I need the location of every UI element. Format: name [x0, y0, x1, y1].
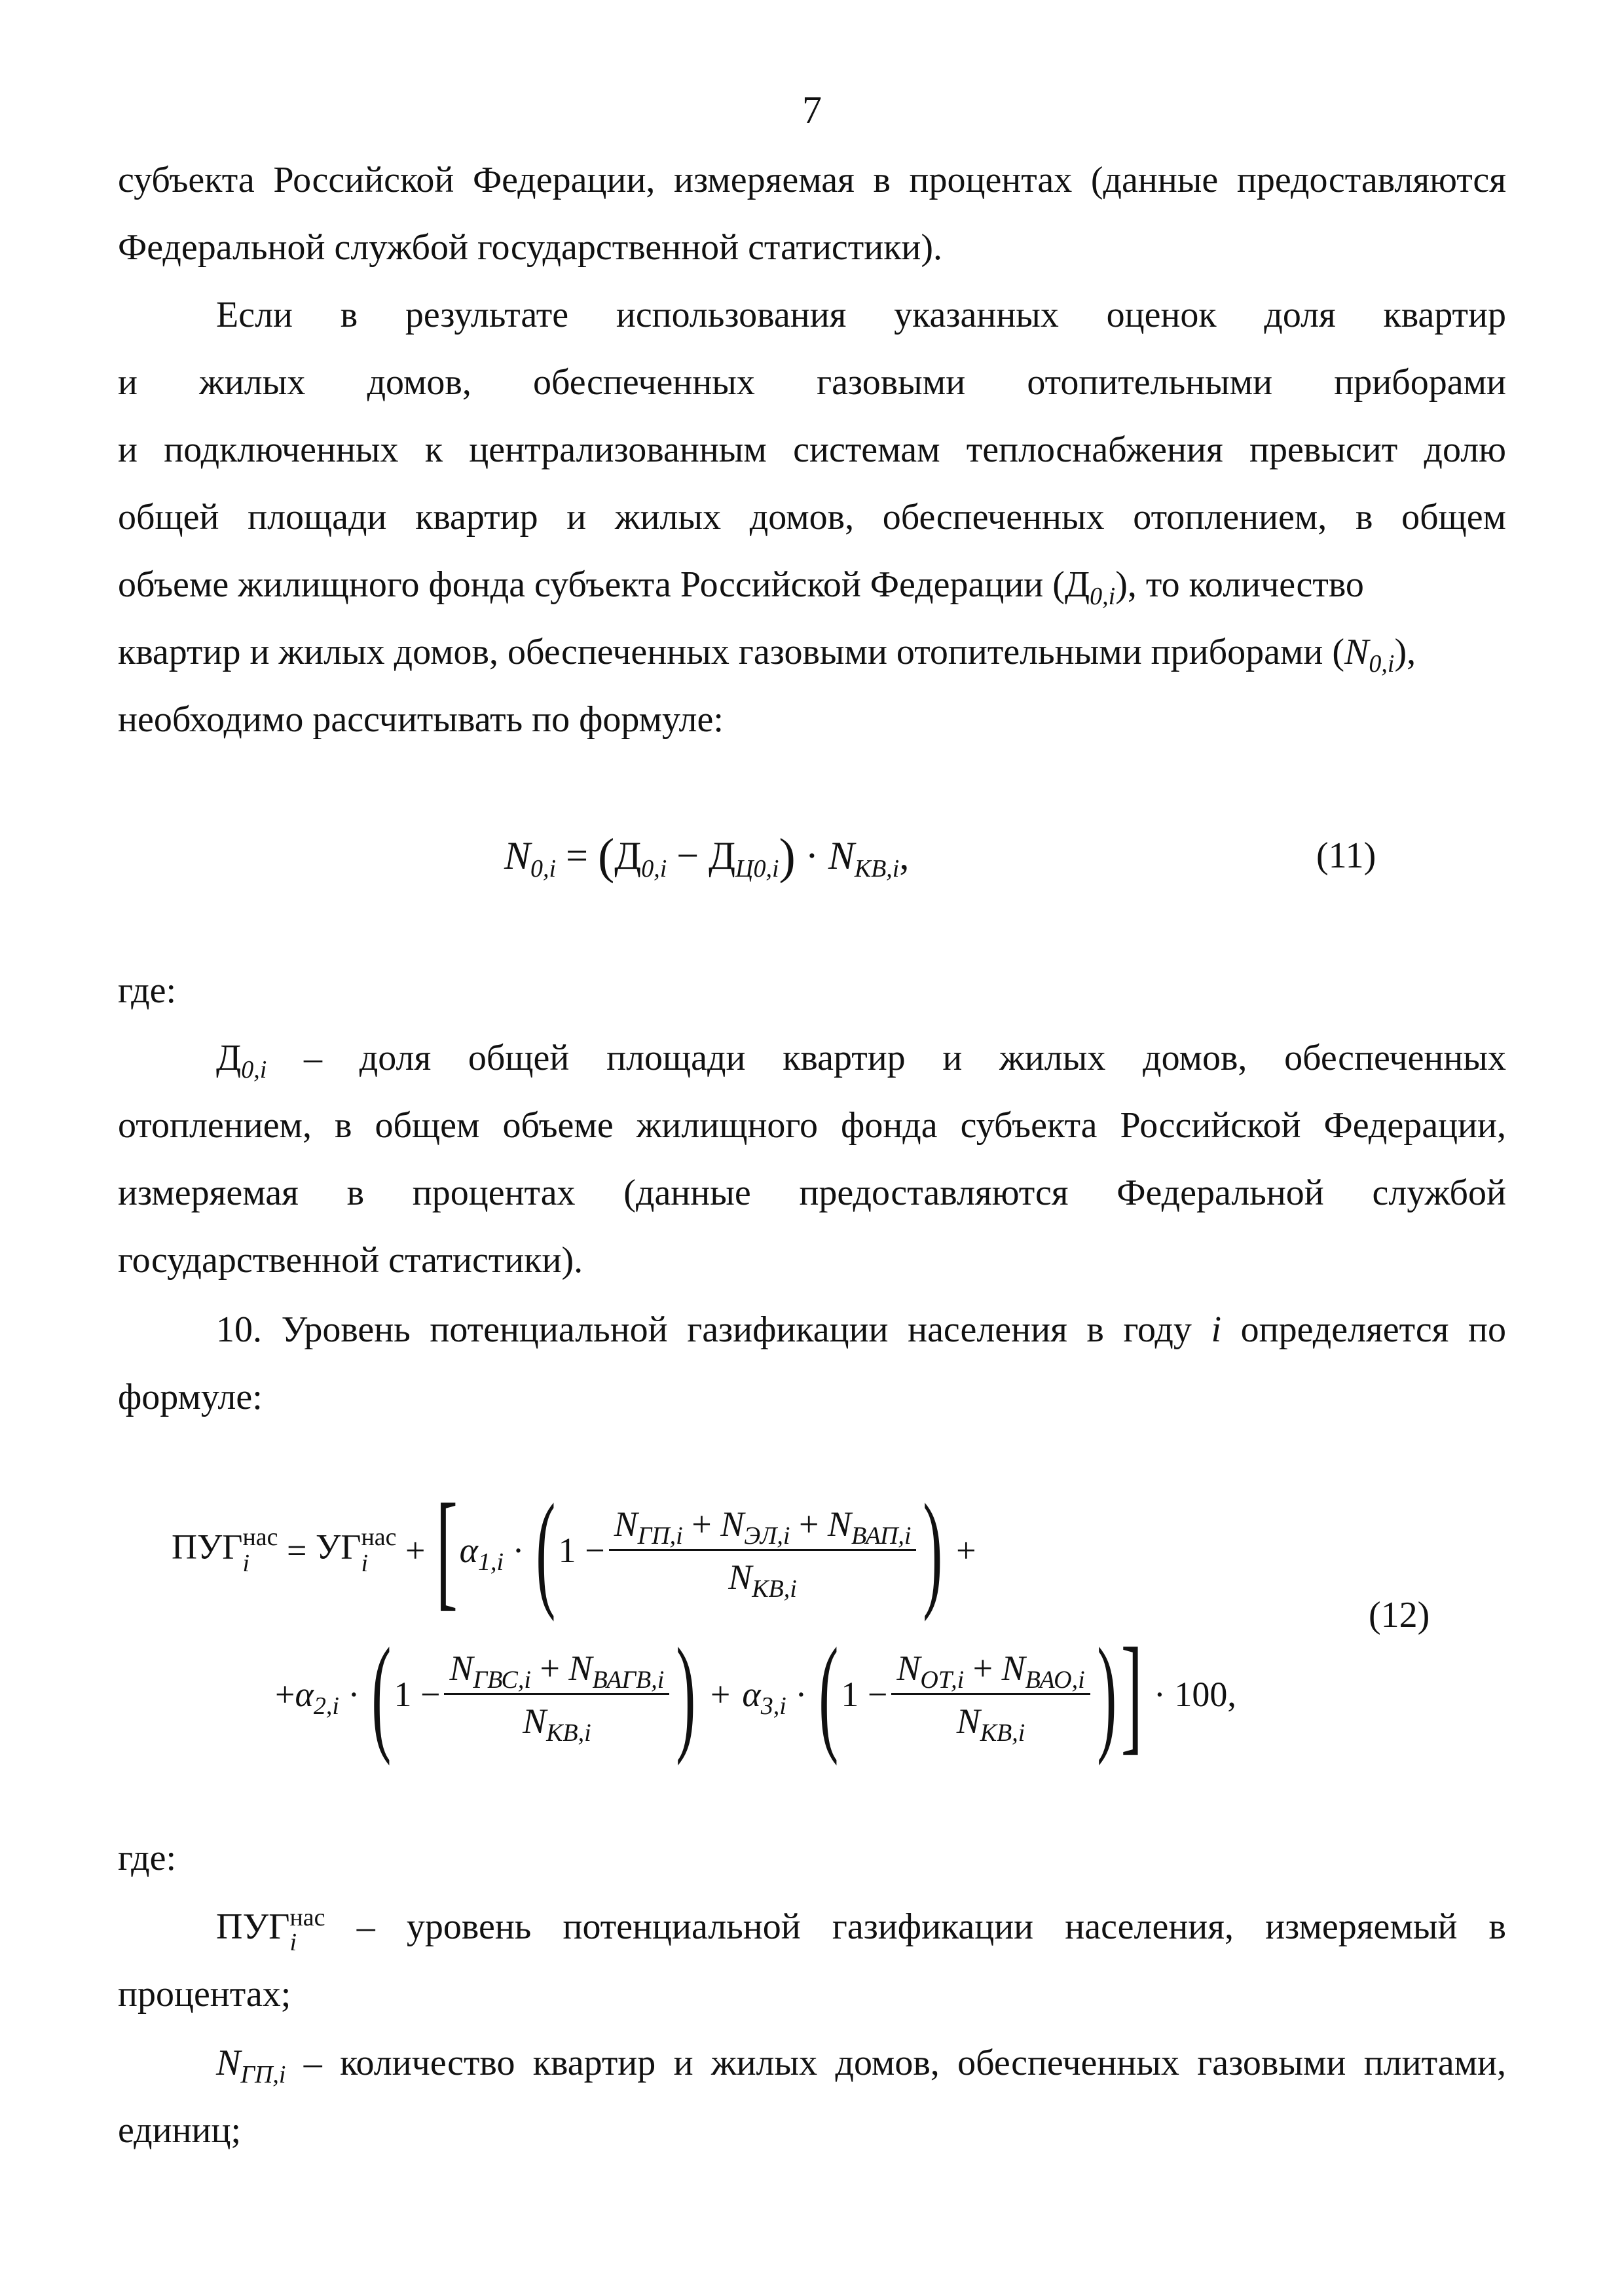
- def-d0-text-1: – доля общей площади квартир и жилых домов, обеспеченных: [267, 1038, 1506, 1078]
- para-if-line-4: общей площади квартир и жилых домов, обеспеченных отоплением, в общем: [118, 497, 1506, 538]
- symbol-d0: Д: [1064, 564, 1090, 605]
- f12-n-vao-sub: ВАО,i: [1025, 1666, 1085, 1694]
- para-if-line-7: необходимо рассчитывать по формуле:: [118, 699, 724, 740]
- f12-alpha2-sub: 2,i: [313, 1692, 339, 1720]
- def-pug-symbol: ПУГ: [216, 1906, 290, 1947]
- f12-pug-text: ПУГ: [172, 1527, 243, 1567]
- def-d0-line-1: [216, 1025, 1506, 1092]
- equation-number-12: (12): [1369, 1595, 1430, 1635]
- f12-dot-2: ·: [339, 1675, 369, 1714]
- f12-n-kv-1-sub: КВ,i: [752, 1575, 797, 1603]
- symbol-n0: N: [1344, 632, 1369, 672]
- formula-11: [504, 826, 909, 886]
- f12-close-paren-3: ): [1097, 1622, 1116, 1766]
- f12-ug-scripts: [361, 1524, 396, 1576]
- f12-fraction-2-den: [444, 1695, 669, 1747]
- f12-ug-text: УГ: [316, 1527, 361, 1567]
- def-pug-line-1: [216, 1893, 1506, 1961]
- item10-text-a: 10. Уровень потенциальной газификации населения в году: [216, 1309, 1211, 1350]
- f12-fraction-2: [444, 1647, 669, 1747]
- intro-line-1: субъекта Российской Федерации, измеряемая в процентах (данные предоставляются: [118, 160, 1506, 200]
- f12-open-paren-1: (: [536, 1478, 556, 1622]
- f12-ug-sub: i: [361, 1550, 369, 1577]
- f12-fraction-1-num: [609, 1503, 917, 1551]
- f12-dot-1: ·: [504, 1531, 534, 1570]
- f12-alpha1-sym: α: [459, 1531, 478, 1570]
- where-label-2: где:: [118, 1838, 177, 1878]
- f12-dot-3: ·: [786, 1675, 816, 1714]
- f12-n-kv-2: N: [523, 1701, 547, 1741]
- f12-ug-sup: нас: [361, 1523, 397, 1551]
- f11-nkv: N: [828, 834, 855, 877]
- f12-one-minus-1: 1 −: [558, 1531, 605, 1570]
- f12-n-ot-sub: ОТ,i: [920, 1666, 965, 1694]
- f12-fraction-1: [609, 1503, 917, 1603]
- f12-n-ot: N: [896, 1648, 921, 1688]
- f11-open-paren: (: [597, 829, 615, 884]
- f11-d0: Д: [614, 834, 642, 877]
- f11-dot: ·: [795, 834, 828, 877]
- def-pug-sub: i: [289, 1929, 297, 1957]
- f12-alpha3-sym: α: [742, 1675, 761, 1714]
- f12-fraction-2-num: [444, 1647, 669, 1695]
- f12-n-gp: N: [614, 1504, 638, 1544]
- f12-frac1-plus-2: +: [798, 1504, 819, 1544]
- def-d0-line-3: измеряемая в процентах (данные предоставляются Федеральной службой: [118, 1173, 1506, 1213]
- f12-pug-sup: нас: [242, 1523, 278, 1551]
- def-ngp-line-2: единиц;: [118, 2110, 242, 2151]
- item10-i: i: [1211, 1309, 1222, 1350]
- f12-n-el: N: [720, 1504, 745, 1544]
- f12-n-vagv: N: [568, 1648, 593, 1688]
- f12-open-bracket: [: [435, 1478, 458, 1622]
- f12-n-vagv-sub: ВАГВ,i: [592, 1666, 665, 1694]
- formula-12-row-2: [275, 1622, 1236, 1766]
- f12-frac3-plus: +: [972, 1648, 993, 1688]
- f11-n-sub: 0,i: [530, 855, 557, 883]
- f11-close-paren: ): [779, 829, 796, 884]
- f12-alpha3-sub: 3,i: [760, 1692, 786, 1720]
- f12-n-kv-2-sub: КВ,i: [546, 1719, 591, 1747]
- f12-pug-scripts: [242, 1524, 278, 1576]
- def-ngp-symbol: N: [216, 2043, 241, 2083]
- equation-number-11: (11): [1316, 835, 1376, 876]
- f12-fraction-3-num: [891, 1647, 1090, 1695]
- f11-n: N: [504, 834, 531, 877]
- f11-comma: ,: [899, 834, 910, 877]
- def-pug-line-2: процентах;: [118, 1974, 291, 2014]
- f12-pug: [172, 1524, 278, 1576]
- def-ngp-text-1: – количество квартир и жилых домов, обеспеченных газовыми плитами,: [286, 2043, 1506, 2083]
- f12-plus-1: +: [396, 1531, 434, 1570]
- def-pug-scripts: [289, 1905, 325, 1955]
- f11-eq: =: [556, 834, 598, 877]
- f12-ug: [316, 1524, 397, 1576]
- symbol-n0-sub: 0,i: [1369, 650, 1395, 678]
- f11-dc-sub: Ц0,i: [735, 855, 779, 883]
- f12-open-paren-2: (: [371, 1622, 392, 1766]
- f12-n-kv-3-sub: КВ,i: [980, 1719, 1025, 1747]
- def-ngp-line-1: [216, 2030, 1506, 2097]
- f12-eq: =: [278, 1531, 316, 1570]
- para-if-line-3: и подключенных к централизованным системам теплоснабжения превысит долю: [118, 429, 1506, 470]
- f12-alpha1: [459, 1530, 504, 1576]
- def-pug-text-1: – уровень потенциальной газификации населения, измеряемый в: [325, 1906, 1506, 1947]
- intro-line-2: Федеральной службой государственной статистики).: [118, 227, 943, 268]
- f12-fraction-1-den: [609, 1551, 917, 1603]
- f12-n-gp-sub: ГП,i: [637, 1522, 683, 1550]
- f12-plus-2: +: [956, 1531, 976, 1570]
- f11-dc: Д: [709, 834, 736, 877]
- def-ngp-symbol-sub: ГП,i: [240, 2061, 286, 2088]
- f11-minus: −: [667, 834, 709, 877]
- para-if-line-6-b: ),: [1394, 632, 1416, 672]
- f12-pug-sub: i: [242, 1550, 250, 1577]
- f12-one-minus-2: 1 −: [394, 1675, 441, 1714]
- f12-open-paren-3: (: [819, 1622, 839, 1766]
- f12-alpha3: [742, 1674, 786, 1720]
- f12-n-vap: N: [827, 1504, 851, 1544]
- def-pug-sup: нас: [289, 1904, 325, 1932]
- f12-plus-3: +: [275, 1675, 295, 1714]
- formula-12-row-1: [172, 1478, 976, 1622]
- f12-n-gvs: N: [449, 1648, 473, 1688]
- f12-plus-4: +: [710, 1675, 731, 1714]
- page-number: 7: [802, 88, 822, 132]
- def-d0-symbol: Д: [216, 1038, 242, 1078]
- f12-alpha2-sym: α: [295, 1675, 314, 1714]
- item10-text-b: определяется по: [1221, 1309, 1506, 1350]
- f12-n-vao: N: [1001, 1648, 1025, 1688]
- f12-n-kv-3: N: [956, 1701, 980, 1741]
- def-d0-line-2: отоплением, в общем объеме жилищного фонда субъекта Российской Федерации,: [118, 1105, 1506, 1146]
- f12-n-kv-1: N: [728, 1557, 752, 1597]
- para-if-line-5-a: объеме жилищного фонда субъекта Российской Федерации (: [118, 564, 1065, 605]
- def-d0-line-4: государственной статистики).: [118, 1240, 583, 1281]
- f12-one-minus-3: 1 −: [841, 1675, 888, 1714]
- para-if-line-6: [118, 619, 1506, 686]
- f12-alpha2: [295, 1674, 339, 1720]
- symbol-d0-sub: 0,i: [1090, 583, 1116, 610]
- para-if-line-6-a: квартир и жилых домов, обеспеченных газовыми отопительными приборами (: [118, 632, 1345, 672]
- f12-close-paren-1: ): [923, 1478, 943, 1622]
- para-if-line-5: [118, 551, 1506, 619]
- f12-alpha1-sub: 1,i: [477, 1548, 504, 1576]
- f12-frac2-plus: +: [540, 1648, 560, 1688]
- para-if-line-5-b: ), то количество: [1115, 564, 1364, 605]
- item10-line-2: формуле:: [118, 1377, 263, 1417]
- item10-line-1: [216, 1296, 1506, 1364]
- f12-fraction-3-den: [891, 1695, 1090, 1747]
- f12-close-paren-2: ): [676, 1622, 696, 1766]
- f11-nkv-sub: КВ,i: [854, 855, 900, 883]
- f12-close-bracket: ]: [1120, 1622, 1143, 1766]
- def-d0-symbol-sub: 0,i: [241, 1056, 267, 1084]
- where-label-1: где:: [118, 970, 177, 1011]
- f12-n-vap-sub: ВАП,i: [851, 1522, 912, 1550]
- f12-times-100: · 100,: [1153, 1675, 1236, 1714]
- f11-d0-sub: 0,i: [641, 855, 667, 883]
- f12-frac1-plus-1: +: [692, 1504, 712, 1544]
- para-if-line-1: Если в результате использования указанных оценок доля квартир: [216, 295, 1506, 335]
- f12-n-gvs-sub: ГВС,i: [473, 1666, 531, 1694]
- f12-fraction-3: [891, 1647, 1090, 1747]
- para-if-line-2: и жилых домов, обеспеченных газовыми отопительными приборами: [118, 362, 1506, 403]
- f12-n-el-sub: ЭЛ,i: [744, 1522, 790, 1550]
